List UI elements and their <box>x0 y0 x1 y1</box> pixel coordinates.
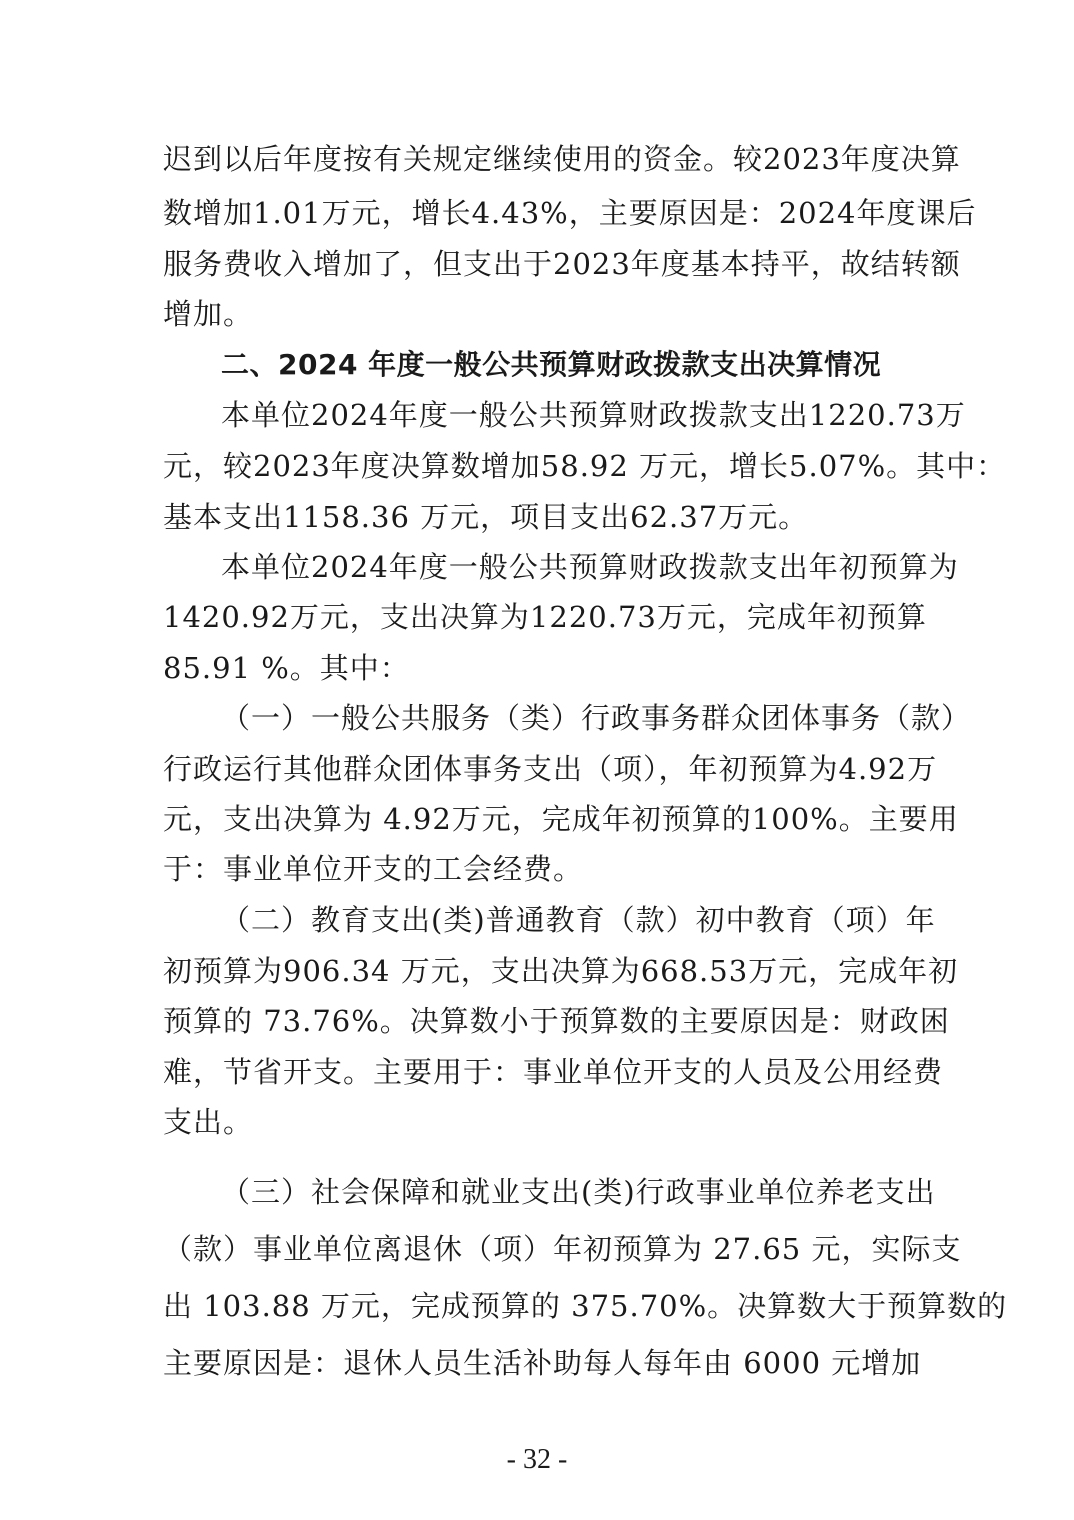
text-line-24: 主要原因是：退休人员生活补助每人每年由 6000 元增加 <box>163 1346 922 1380</box>
text-line-23: 出 103.88 万元，完成预算的 375.70%。决算数大于预算数的 <box>163 1289 1008 1323</box>
text-line-8: 基本支出1158.36 万元，项目支出62.37万元。 <box>163 500 809 534</box>
text-line-9: 本单位2024年度一般公共预算财政拨款支出年初预算为 <box>221 550 959 584</box>
text-line-11: 85.91 %。其中： <box>163 651 410 685</box>
text-line-21: （三）社会保障和就业支出(类)行政事业单位养老支出 <box>221 1175 936 1209</box>
text-line-19: 难，节省开支。主要用于：事业单位开支的人员及公用经费 <box>163 1055 944 1089</box>
section-heading: 二、2024 年度一般公共预算财政拨款支出决算情况 <box>221 348 882 381</box>
text-line-22: （款）事业单位离退休（项）年初预算为 27.65 元，实际支 <box>163 1232 962 1266</box>
text-line-2: 数增加1.01万元，增长4.43%，主要原因是：2024年度课后 <box>163 196 977 230</box>
page-number: - 32 - <box>506 1444 568 1475</box>
text-line-4: 增加。 <box>163 297 254 331</box>
text-line-1: 迟到以后年度按有关规定继续使用的资金。较2023年度决算 <box>163 142 961 176</box>
text-line-17: 初预算为906.34 万元，支出决算为668.53万元，完成年初 <box>163 954 959 988</box>
text-line-6: 本单位2024年度一般公共预算财政拨款支出1220.73万 <box>221 398 966 432</box>
text-line-20: 支出。 <box>163 1105 254 1139</box>
text-line-10: 1420.92万元，支出决算为1220.73万元，完成年初预算 <box>163 600 927 634</box>
text-line-12: （一）一般公共服务（类）行政事务群众团体事务（款） <box>221 701 972 735</box>
text-line-18: 预算的 73.76%。决算数小于预算数的主要原因是：财政困 <box>163 1004 950 1038</box>
text-line-14: 元，支出决算为 4.92万元，完成年初预算的100%。主要用 <box>163 802 959 836</box>
text-line-3: 服务费收入增加了，但支出于2023年度基本持平，故结转额 <box>163 247 961 281</box>
text-line-16: （二）教育支出(类)普通教育（款）初中教育（项）年 <box>221 903 936 937</box>
text-line-13: 行政运行其他群众团体事务支出（项），年初预算为4.92万 <box>163 752 938 786</box>
text-line-7: 元，较2023年度决算数增加58.92 万元，增长5.07%。其中： <box>163 449 1007 483</box>
text-line-15: 于：事业单位开支的工会经费。 <box>163 852 584 886</box>
